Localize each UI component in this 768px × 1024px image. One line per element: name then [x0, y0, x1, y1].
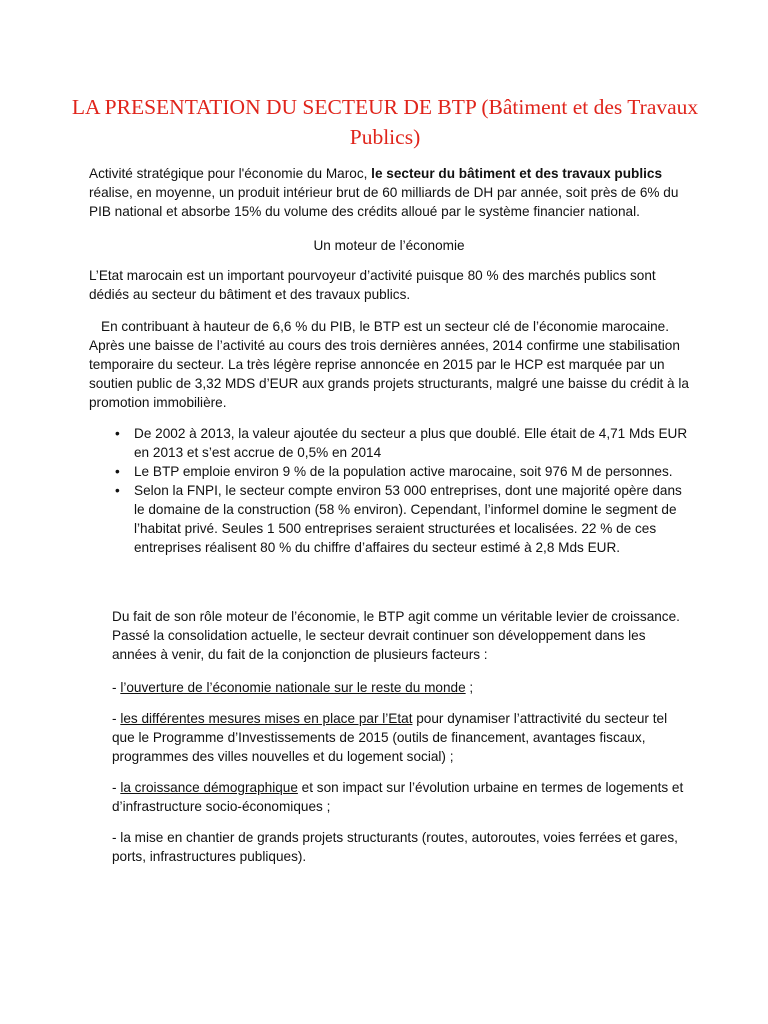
list-item-text: Selon la FNPI, le secteur compte environ 53 000 entreprises, dont une majorité opère dans le domaine de la construction (58 % environ). Cependant, l’informel domine le segment de l’habitat privé. Seules 1 500 entreprises seraient structurées et localisées. 22 % de ces entreprises réalisent 80 % du chiffre d’affaires du secteur estimé à 2,8 Mds EUR.	[134, 483, 682, 555]
list-item	[112, 462, 692, 481]
factor-underlined-text: l’ouverture de l’économie nationale sur le reste du monde	[120, 680, 466, 695]
factor-state-measures	[112, 709, 692, 766]
factor-prefix: -	[112, 780, 121, 795]
list-item-text: De 2002 à 2013, la valeur ajoutée du secteur a plus que doublé. Elle était de 4,71 Mds EUR en 2013 et s’est accrue de 0,5% en 2014	[134, 426, 688, 460]
bullet-icon: •	[115, 426, 120, 441]
factor-suffix: pour dynamiser l’attractivité du secteur tel que le Programme d’Investissements de 2015 (outils de financement, avantages fiscaux, programmes des villes nouvelles et du logement social) ;	[112, 711, 668, 764]
factor-demographic-growth	[112, 778, 692, 816]
bullet-icon: •	[115, 464, 120, 479]
intro-text-after: réalise, en moyenne, un produit intérieur brut de 60 milliards de DH par année, soit près de 6% du PIB national et absorbe 15% du volume des crédits alloué par le système financier national.	[89, 185, 679, 219]
list-item	[112, 481, 692, 557]
section-subheading: Un moteur de l’économie	[313, 238, 465, 253]
factor-prefix: -	[112, 711, 121, 726]
intro-paragraph	[89, 164, 689, 221]
lever-paragraph: Du fait de son rôle moteur de l’économie, le BTP agit comme un véritable levier de croissance. Passé la consolidation actuelle, le secteur devrait continuer son développement dans les années à venir, du fait de la conjonction de plusieurs facteurs :	[112, 609, 680, 662]
state-paragraph: L’Etat marocain est un important pourvoyeur d’activité puisque 80 % des marchés publics sont dédiés au secteur du bâtiment et des travaux publics.	[89, 268, 656, 302]
intro-text-before: Activité stratégique pour l'économie du Maroc,	[89, 166, 372, 181]
factor-underlined-text: la croissance démographique	[120, 780, 298, 795]
intro-bold-text: le secteur du bâtiment et des travaux publics	[371, 166, 663, 181]
bullet-icon: •	[115, 483, 120, 498]
factor-prefix: -	[112, 680, 121, 695]
factor-underlined-text: les différentes mesures mises en place par l’Etat	[120, 711, 413, 726]
factor-suffix: et son impact sur l’évolution urbaine en termes de logements et d’infrastructure socio-économiques ;	[112, 780, 684, 814]
factor-suffix: ;	[465, 680, 474, 695]
document-title: LA PRESENTATION DU SECTEUR DE BTP (Bâtiment et des Travaux Publics)	[71, 95, 699, 149]
contribution-paragraph: En contribuant à hauteur de 6,6 % du PIB, le BTP est un secteur clé de l’économie marocaine. Après une baisse de l’activité au cours des trois dernières années, 2014 confirme une stabilisation temporaire du secteur. La très légère reprise annoncée en 2015 par le HCP est marquée par un soutien public de 3,32 MDS d’EUR aux grands projets structurants, malgré une baisse du crédit à la promotion immobilière.	[89, 319, 689, 410]
key-figures-list	[112, 424, 692, 557]
list-item	[112, 424, 692, 462]
list-item-text: Le BTP emploie environ 9 % de la population active marocaine, soit 976 M de personnes.	[134, 464, 673, 479]
factor-opening-economy	[112, 678, 692, 697]
factor-major-projects: - la mise en chantier de grands projets structurants (routes, autoroutes, voies ferrées et gares, ports, infrastructures publiques).	[112, 830, 678, 864]
